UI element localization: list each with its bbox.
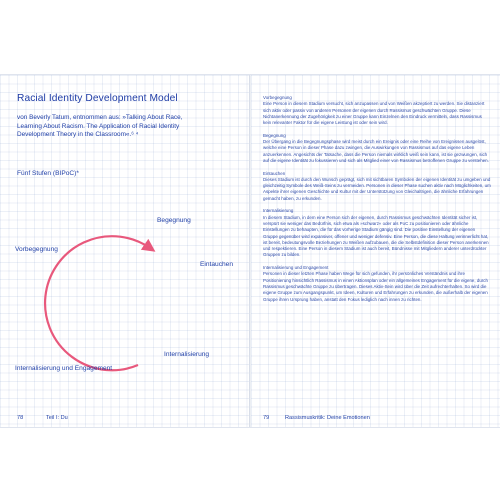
book-spread [0, 74, 500, 428]
source-citation: von Beverly Tatum, entnommen aus: »Talking About Race, Learning About Racism. The Application of Racial Identity Development Theory in the Classroom«.⁶ ⁴ [17, 114, 183, 139]
page-number: 78 [17, 415, 24, 421]
section-body: In diesem Stadium, in dem eine Person sich der eigenen, durch Rassismus geschwächten Identität sicher ist, verspürt sie weniger das Bedürfnis, sich etwa als »schwarz« oder als PoC zu positionieren oder ähnliche Einstellungen zu behaupten, die für das vorherige Stadium gängig sind. Die positive Einstellung der eigenen Gruppe gegenüber wird expansiver, offener und weniger defensiv. Eine Person, die diese Haltung verinnerlicht hat, ist bereit, bedeutungsvolle Beziehungen zu Weißen aufzubauen, die die Selbstdefinition dieser Person anerkennen und respektieren. Eine Person in diesem Stadium ist auch bereit, Bündnisse mit Mitgliedern anderer unterdrückter Gruppen zu bilden. [263, 214, 489, 258]
section-body: Der Übergang in die Begegnungsphase wird meist durch ein Ereignis oder eine Reihe von Ereignissen ausgelöst, welche eine Person in dieser Phase dazu zwingen, die Auswirkungen von Rassismus auf das eigene Leben anzuerkennen. Angesichts der Tatsache, dass die Person niemals wirklich weiß sein kann, ist sie gezwungen, sich auf die eigene Identität zu fokussieren und sich als Mitglied einer von Rassismus betroffenen Gruppe zu verstehen. [263, 139, 489, 163]
stages-heading: Fünf Stufen (BIPoC)* [17, 170, 79, 177]
section-begegnung [263, 133, 491, 164]
page-title: Racial Identity Development Model [17, 93, 178, 104]
section-heading: Vorbegegnung [263, 95, 292, 100]
section-heading: Eintauchen [263, 170, 286, 176]
section-internalisierung [263, 208, 491, 258]
stage-label-begegnung: Begegnung [157, 217, 191, 224]
section-vorbegegnung [263, 95, 491, 126]
running-head: Teil I: Du [46, 415, 68, 421]
section-heading: Internalisierung [263, 208, 294, 214]
section-body: Personen in dieser letzten Phase haben Wege für sich gefunden, ihr persönliches Verständnis und ihre Positionierung hinsichtlich Rassismus in einen Aktionsplan oder ein allgemeines Engagement für die eigene, durch Rassismus geschwächte Gruppe zu übertragen. Dieses Aktiv-Sein wird über die Zeit aufrechterhalten. So wird die eigene Gruppe zum Ausgangspunkt, um Ideen, Kulturen und Erfahrungen zu erkunden, die außerhalb der eigenen Gruppe ihren Ursprung haben, anstatt den Fokus lediglich nach innen zu richten. [263, 271, 488, 302]
stage-descriptions [263, 95, 491, 309]
stage-label-internalisierung: Internalisierung [164, 351, 210, 358]
running-head: Rassismuskritik: Deine Emotionen [285, 415, 370, 421]
stage-label-internalisierung-engagement: Internalisierung und Engagement [15, 365, 113, 372]
section-internalisierung-engagement [263, 265, 491, 303]
right-page [251, 75, 500, 427]
cycle-arrow-graphic [0, 203, 249, 383]
stage-label-eintauchen: Eintauchen [200, 261, 233, 268]
page-number: 79 [263, 415, 270, 421]
section-heading: Begegnung [263, 132, 286, 138]
section-eintauchen [263, 171, 491, 202]
section-body: Dieses Stadium ist durch den Wunsch geprägt, sich mit sichtbaren Symbolen der eigenen Identität zu umgeben und gleichzeitig Symbole des Weiß-Seins zu vermeiden. Personen in dieser Phase suchen aktiv nach Möglichkeiten, um Aspekte ihrer eigenen Geschichte und Kultur mit der Unterstützung von Gleichaltrigen, die ähnliche Erfahrungen gemacht haben, zu erkunden. [263, 176, 491, 201]
cycle-arrow [45, 236, 150, 370]
identity-cycle-diagram [0, 203, 249, 383]
section-body: Eine Person in diesem Stadium versucht, sich anzupassen und von Weißen akzeptiert zu werden. Sie distanziert sich aktiv oder passiv von anderen Personen der eigenen durch Rassismus geschwächten Gruppe. Diese Nichtanerkennung der Zugehörigkeit zu einer Gruppe kann Einzelnen den Eindruck vermitteln, dass Rassismus kein relevanter Faktor für die eigene Leistung ist oder sein wird. [263, 101, 485, 126]
left-page [0, 75, 249, 427]
stage-label-vorbegegnung: Vorbegegnung [15, 246, 58, 253]
section-heading: Internalisierung und Engagement [263, 265, 329, 271]
